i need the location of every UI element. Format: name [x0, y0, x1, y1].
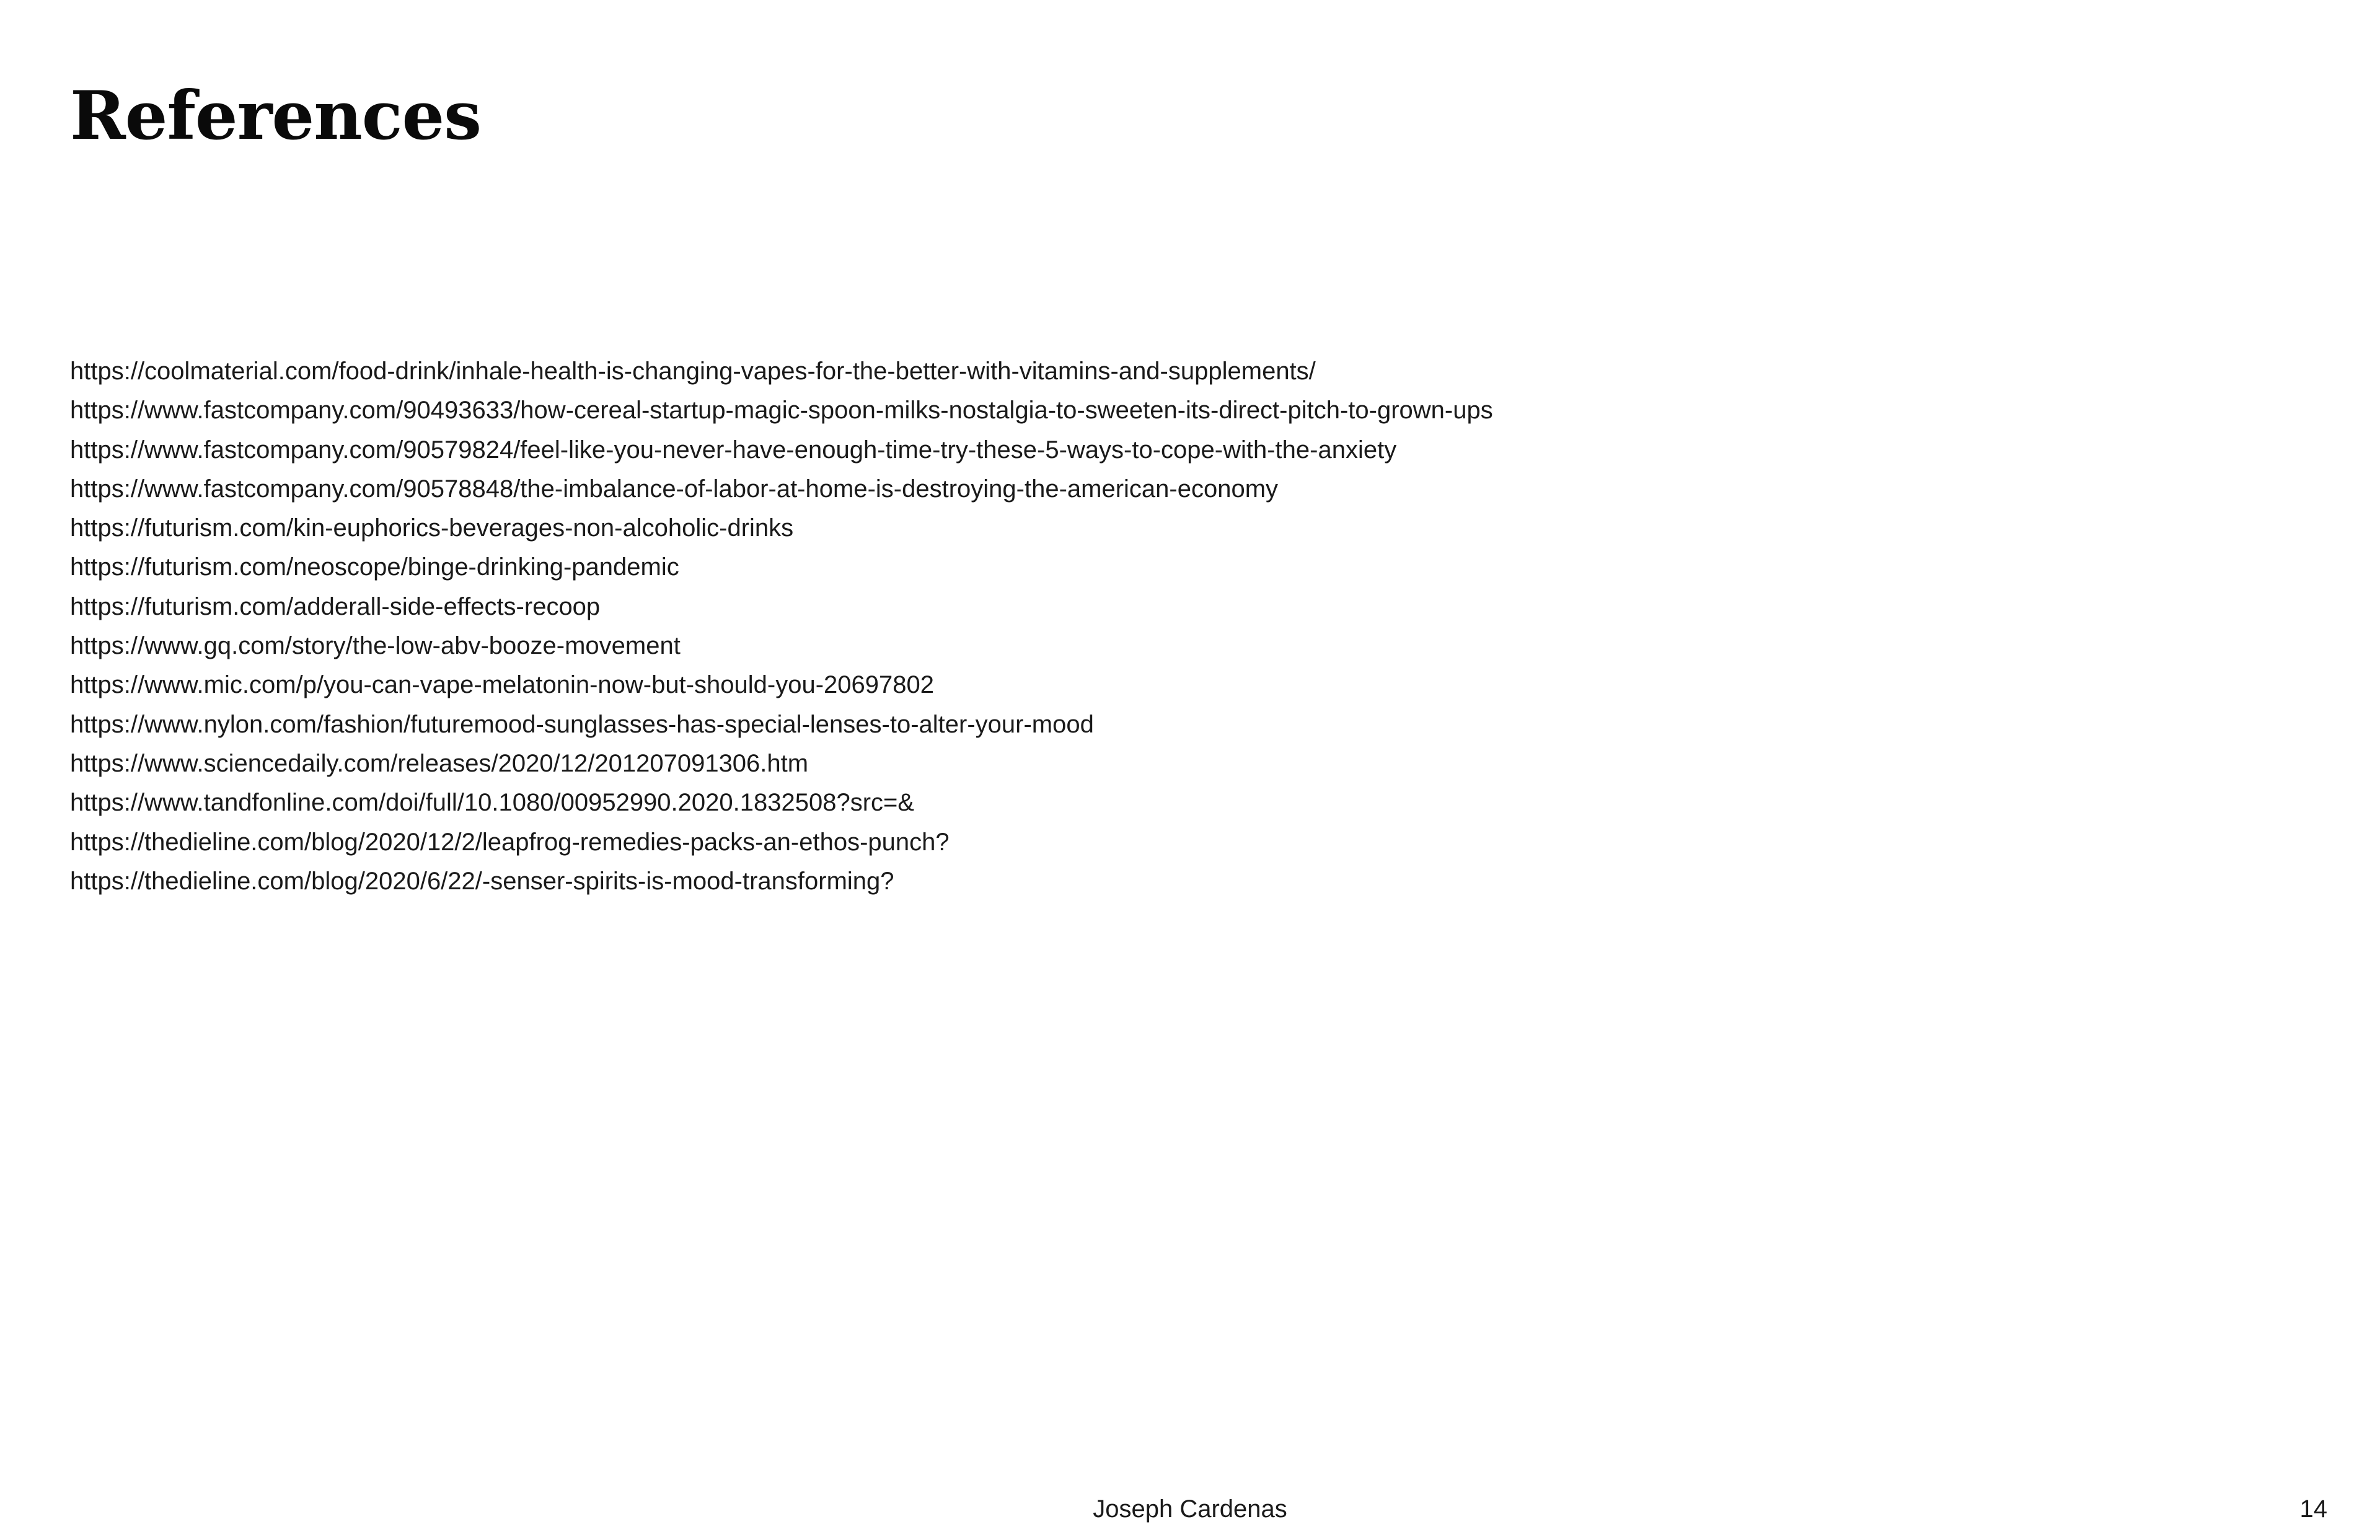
reference-link[interactable]: https://futurism.com/adderall-side-effects-recoop [70, 592, 601, 620]
reference-link[interactable]: https://thedieline.com/blog/2020/6/22/-senser-spirits-is-mood-transforming? [70, 867, 894, 895]
reference-link[interactable]: https://thedieline.com/blog/2020/12/2/leapfrog-remedies-packs-an-ethos-punch? [70, 828, 950, 856]
reference-link[interactable]: https://www.fastcompany.com/90579824/feel-like-you-never-have-enough-time-try-these-5-ways-to-cope-with-the-anxiety [70, 436, 1397, 464]
reference-link[interactable]: https://futurism.com/neoscope/binge-drinking-pandemic [70, 553, 679, 581]
reference-link[interactable]: https://www.nylon.com/fashion/futuremood-sunglasses-has-special-lenses-to-alter-your-mood [70, 710, 1094, 738]
reference-link[interactable]: https://www.tandfonline.com/doi/full/10.1080/00952990.2020.1832508?src=& [70, 789, 915, 817]
reference-link[interactable]: https://www.gq.com/story/the-low-abv-booze-movement [70, 632, 681, 660]
reference-link[interactable]: https://www.mic.com/p/you-can-vape-melatonin-now-but-should-you-20697802 [70, 671, 935, 699]
reference-link[interactable]: https://www.fastcompany.com/90493633/how-cereal-startup-magic-spoon-milks-nostalgia-to-sweeten-its-direct-pitch-to-grown-ups [70, 397, 1493, 425]
footer-author: Joseph Cardenas [1093, 1495, 1287, 1523]
reference-link[interactable]: https://coolmaterial.com/food-drink/inhale-health-is-changing-vapes-for-the-better-with-vitamins-and-supplements/ [70, 358, 1316, 385]
page-number: 14 [2299, 1495, 2327, 1523]
reference-link[interactable]: https://www.sciencedaily.com/releases/2020/12/201207091306.htm [70, 749, 809, 777]
reference-list [70, 352, 1493, 901]
page-title: References [70, 77, 482, 155]
reference-link[interactable]: https://www.fastcompany.com/90578848/the-imbalance-of-labor-at-home-is-destroying-the-american-economy [70, 475, 1279, 503]
reference-link[interactable]: https://futurism.com/kin-euphorics-beverages-non-alcoholic-drinks [70, 514, 794, 542]
